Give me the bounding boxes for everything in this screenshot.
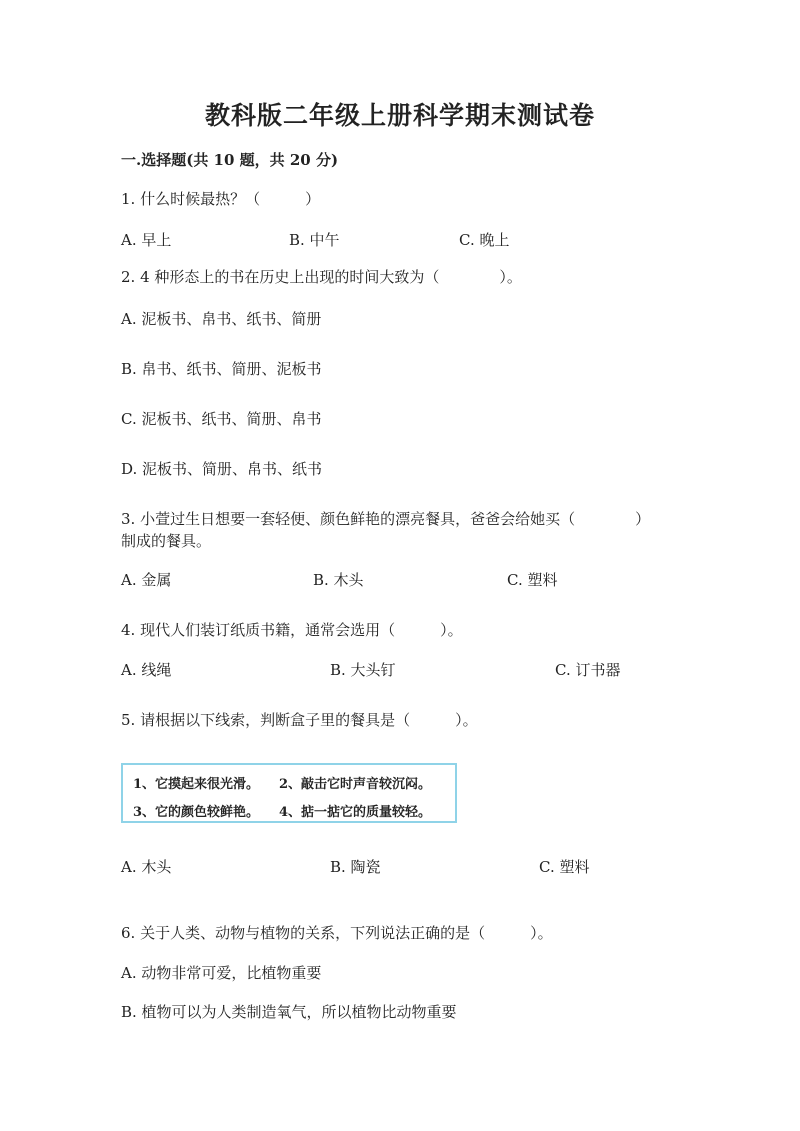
question-5-option-a: A. 木头 [121,858,172,876]
question-1-stem: 1. 什么时候最热？（ ） [121,190,321,208]
clue-1: 1、它摸起来很光滑。 [133,777,260,792]
question-1-option-a: A. 早上 [121,231,172,249]
question-2-option-d: D. 泥板书、简册、帛书、纸书 [121,460,323,478]
question-3-option-b: B. 木头 [313,571,364,589]
question-3-stem-line-2: 制成的餐具。 [121,532,212,550]
question-2-option-b: B. 帛书、纸书、简册、泥板书 [121,360,322,378]
question-4-option-b: B. 大头钉 [330,661,396,679]
clue-box [121,763,457,823]
section-header: 一.选择题(共 10 题，共 20 分) [121,151,339,169]
question-1-option-b: B. 中午 [289,231,340,249]
question-6-option-b: B. 植物可以为人类制造氧气，所以植物比动物重要 [121,1003,457,1021]
question-3-option-c: C. 塑料 [507,571,558,589]
clue-2: 2、敲击它时声音较沉闷。 [279,777,432,792]
question-4-option-c: C. 订书器 [555,661,621,679]
question-2-stem: 2. 4 种形态上的书在历史上出现的时间大致为（ ）。 [121,268,522,286]
question-4-option-a: A. 线绳 [121,661,172,679]
question-5-stem: 5. 请根据以下线索，判断盒子里的餐具是（ ）。 [121,711,478,729]
question-1-option-c: C. 晚上 [459,231,510,249]
question-4-stem: 4. 现代人们装订纸质书籍，通常会选用（ ）。 [121,621,463,639]
question-3-option-a: A. 金属 [121,571,172,589]
question-5-option-c: C. 塑料 [539,858,590,876]
page-title: 教科版二年级上册科学期末测试卷 [204,101,595,130]
question-5-option-b: B. 陶瓷 [330,858,381,876]
question-3-stem-line-1: 3. 小萱过生日想要一套轻便、颜色鲜艳的漂亮餐具，爸爸会给她买（ ） [121,510,651,528]
clue-3: 3、它的颜色较鲜艳。 [133,805,260,820]
clue-4: 4、掂一掂它的质量较轻。 [279,805,432,820]
question-6-option-a: A. 动物非常可爱，比植物重要 [121,964,322,982]
question-6-stem: 6. 关于人类、动物与植物的关系，下列说法正确的是（ ）。 [121,924,553,942]
question-2-option-c: C. 泥板书、纸书、简册、帛书 [121,410,322,428]
question-2-option-a: A. 泥板书、帛书、纸书、简册 [121,310,322,328]
